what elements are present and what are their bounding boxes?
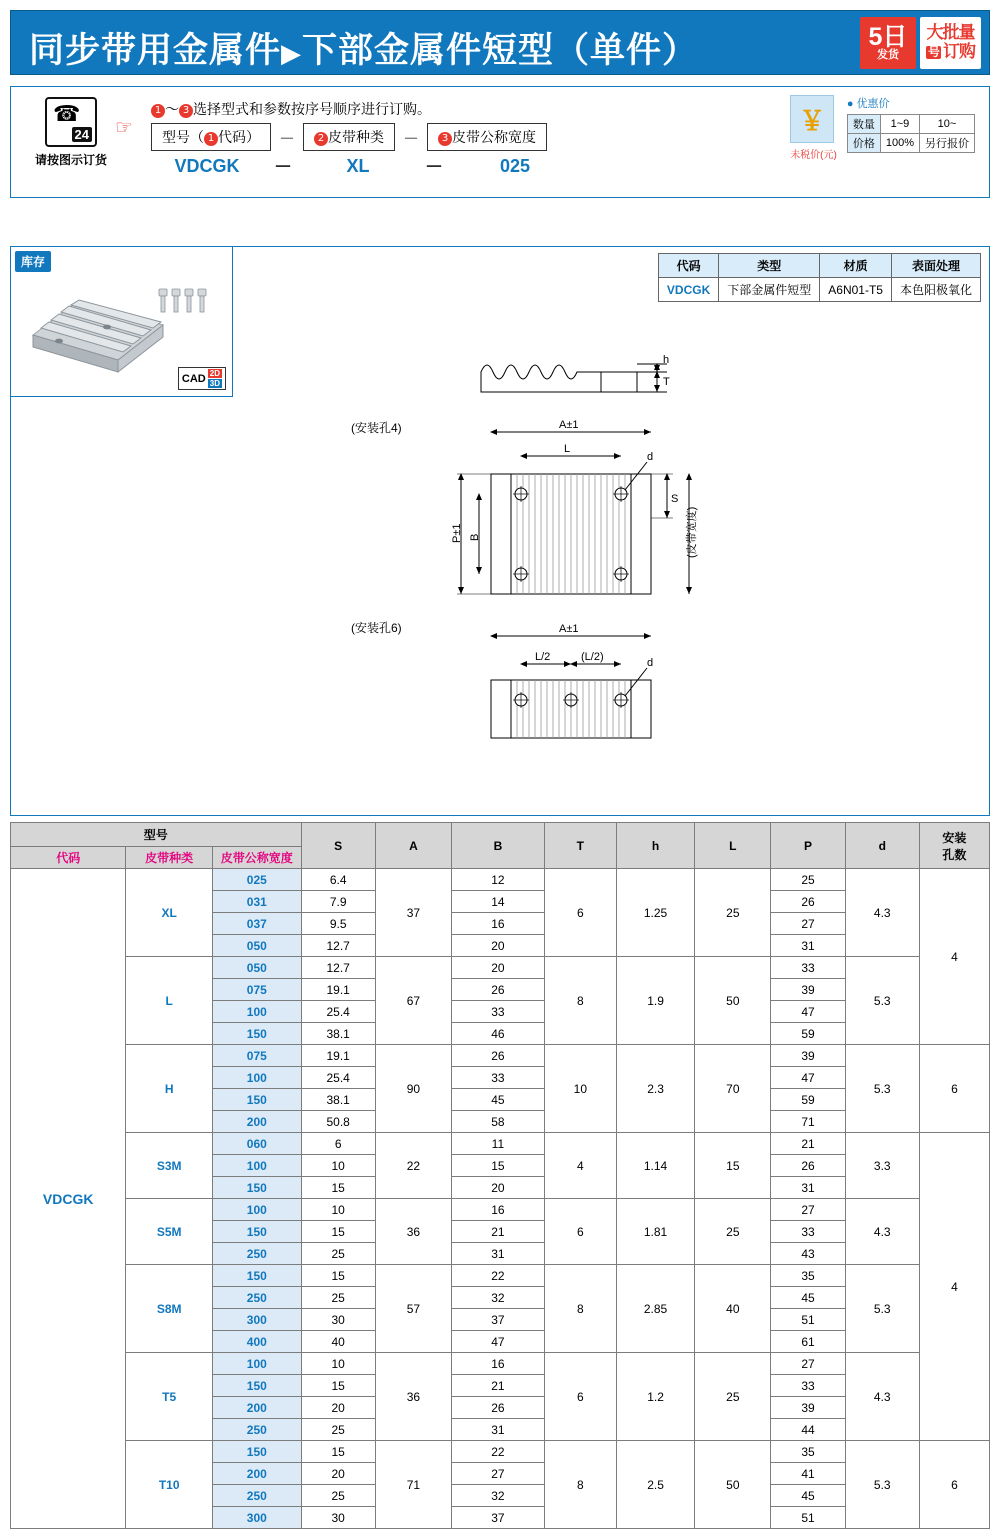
- phone-order-block: [25, 97, 117, 168]
- cad-3d-label: 3D: [209, 379, 220, 388]
- cell-B: 45: [452, 1089, 545, 1111]
- cell-P: 26: [771, 1155, 845, 1177]
- spec-header-material: 材质: [820, 254, 892, 278]
- cell-S: 19.1: [301, 979, 375, 1001]
- cell-P: 59: [771, 1089, 845, 1111]
- title-sub: 下部金属件短型（单件）: [302, 31, 699, 71]
- cell-belt-width: 250: [212, 1243, 301, 1265]
- price-block: [790, 95, 975, 161]
- cell-B: 37: [452, 1507, 545, 1529]
- cell-belt-width: 150: [212, 1089, 301, 1111]
- cell-S: 25.4: [301, 1067, 375, 1089]
- spec-header-type: 类型: [719, 254, 820, 278]
- cell-code: VDCGK: [11, 869, 126, 1529]
- cell-P: 39: [771, 1397, 845, 1419]
- phone-icon: [45, 97, 97, 147]
- cell-P: 45: [771, 1287, 845, 1309]
- cell-belt-width: 075: [212, 979, 301, 1001]
- tax-note: 未税价(元): [790, 150, 837, 161]
- page-title: [29, 23, 698, 73]
- cell-P: 31: [771, 935, 845, 957]
- stock-badge: 库存: [15, 251, 51, 272]
- header-A: A: [375, 823, 451, 869]
- cell-S: 25: [301, 1419, 375, 1441]
- cell-belt-width: 200: [212, 1463, 301, 1485]
- cell-B: 16: [452, 913, 545, 935]
- cell-belt-type: S8M: [126, 1265, 213, 1353]
- yen-wrap: [790, 95, 837, 161]
- order-box-belt-width-text: 皮带公称宽度: [452, 129, 537, 145]
- order-panel: [10, 86, 990, 198]
- cell-B: 46: [452, 1023, 545, 1045]
- yen-icon: ￥: [790, 95, 834, 143]
- cell-belt-width: 300: [212, 1507, 301, 1529]
- cell-A: 36: [375, 1353, 451, 1441]
- cell-P: 21: [771, 1133, 845, 1155]
- example-code-belt-type: XL: [346, 155, 370, 176]
- page-header: [10, 10, 990, 75]
- cell-B: 12: [452, 869, 545, 891]
- cell-P: 39: [771, 979, 845, 1001]
- cell-B: 22: [452, 1265, 545, 1287]
- price-row-qty: [847, 115, 974, 134]
- example-code-model: VDCGK: [174, 155, 240, 176]
- cell-B: 20: [452, 1177, 545, 1199]
- cell-belt-width: 031: [212, 891, 301, 913]
- cell-P: 33: [771, 957, 845, 979]
- table-row: [11, 1353, 990, 1375]
- shipping-badge: [860, 17, 916, 69]
- cell-B: 47: [452, 1331, 545, 1353]
- svg-text:h: h: [663, 354, 670, 366]
- header-L: L: [695, 823, 771, 869]
- svg-text:(安装孔4): (安装孔4): [351, 421, 402, 435]
- cell-S: 6.4: [301, 869, 375, 891]
- header-d: d: [845, 823, 919, 869]
- svg-text:A±1: A±1: [559, 419, 579, 431]
- price-price-c1: 100%: [880, 134, 919, 153]
- shipping-days: 5日: [868, 23, 908, 52]
- cell-B: 20: [452, 935, 545, 957]
- table-row: [11, 1045, 990, 1067]
- bulk-mini: 号: [927, 44, 939, 59]
- cell-B: 21: [452, 1221, 545, 1243]
- price-row-price: [847, 134, 974, 153]
- cell-belt-width: 250: [212, 1287, 301, 1309]
- table-header-row-1: [11, 823, 990, 847]
- cell-S: 40: [301, 1331, 375, 1353]
- cell-A: 22: [375, 1133, 451, 1199]
- cell-P: 41: [771, 1463, 845, 1485]
- cell-S: 15: [301, 1265, 375, 1287]
- cell-L: 50: [695, 957, 771, 1045]
- order-box-belt-width-num: 3: [438, 132, 452, 146]
- cell-B: 14: [452, 891, 545, 913]
- note-tilde: ～: [165, 101, 179, 117]
- order-instruction: [151, 99, 431, 119]
- figure-area: [10, 246, 990, 816]
- cell-S: 7.9: [301, 891, 375, 913]
- price-qty-c2: 10~: [920, 115, 975, 134]
- cell-T: 8: [544, 957, 616, 1045]
- cell-S: 10: [301, 1353, 375, 1375]
- table-row: [11, 1441, 990, 1463]
- cell-B: 37: [452, 1309, 545, 1331]
- cell-P: 51: [771, 1309, 845, 1331]
- svg-text:S: S: [671, 493, 679, 505]
- cell-S: 30: [301, 1309, 375, 1331]
- order-dash-1: －: [279, 130, 296, 148]
- cell-S: 15: [301, 1441, 375, 1463]
- cell-B: 32: [452, 1287, 545, 1309]
- cell-L: 15: [695, 1133, 771, 1199]
- cell-belt-width: 150: [212, 1375, 301, 1397]
- technical-drawing: [261, 352, 961, 772]
- cell-S: 25.4: [301, 1001, 375, 1023]
- cell-P: 27: [771, 1199, 845, 1221]
- cell-A: 90: [375, 1045, 451, 1133]
- spec-header-finish: 表面处理: [891, 254, 980, 278]
- table-row: [11, 1199, 990, 1221]
- order-box-belt-type: [303, 123, 395, 151]
- telephone-glyph: ☎: [53, 101, 81, 126]
- cell-B: 21: [452, 1375, 545, 1397]
- cell-B: 26: [452, 1045, 545, 1067]
- cell-h: 1.14: [616, 1133, 694, 1199]
- cell-L: 25: [695, 869, 771, 957]
- cell-d: 5.3: [845, 1441, 919, 1529]
- cell-d: 4.3: [845, 1199, 919, 1265]
- cell-d: 5.3: [845, 957, 919, 1045]
- cell-S: 12.7: [301, 957, 375, 979]
- cell-B: 26: [452, 979, 545, 1001]
- spec-finish: 本色阳极氧化: [891, 278, 980, 302]
- example-dash-2: －: [425, 157, 443, 177]
- cell-P: 61: [771, 1331, 845, 1353]
- cell-P: 43: [771, 1243, 845, 1265]
- cell-B: 31: [452, 1419, 545, 1441]
- cell-T: 8: [544, 1441, 616, 1529]
- cell-belt-width: 200: [212, 1397, 301, 1419]
- phone-caption: 请按图示订货: [34, 153, 107, 167]
- cell-B: 20: [452, 957, 545, 979]
- svg-text:(皮带宽度): (皮带宽度): [686, 506, 698, 558]
- cell-B: 15: [452, 1155, 545, 1177]
- cell-P: 33: [771, 1221, 845, 1243]
- cell-P: 31: [771, 1177, 845, 1199]
- title-arrow-icon: ▶: [281, 39, 303, 69]
- cell-belt-type: L: [126, 957, 213, 1045]
- cell-holes: 4: [919, 869, 989, 1045]
- spec-table: [658, 253, 981, 302]
- cell-belt-width: 250: [212, 1419, 301, 1441]
- cell-d: 5.3: [845, 1265, 919, 1353]
- order-instruction-text: 选择型式和参数按序号顺序进行订购。: [193, 101, 431, 117]
- cell-d: 5.3: [845, 1045, 919, 1133]
- cell-L: 70: [695, 1045, 771, 1133]
- table-row: [11, 869, 990, 891]
- cell-d: 4.3: [845, 1353, 919, 1441]
- cell-belt-type: T10: [126, 1441, 213, 1529]
- shipping-label: 发货: [876, 49, 899, 62]
- order-box-belt-width: [427, 123, 547, 151]
- svg-text:(L/2): (L/2): [581, 651, 604, 663]
- svg-text:T: T: [663, 376, 670, 388]
- cell-S: 50.8: [301, 1111, 375, 1133]
- spec-header-row: [658, 254, 980, 278]
- cell-h: 2.5: [616, 1441, 694, 1529]
- cell-S: 38.1: [301, 1023, 375, 1045]
- cell-belt-width: 400: [212, 1331, 301, 1353]
- spec-type: 下部金属件短型: [719, 278, 820, 302]
- svg-text:P±1: P±1: [451, 523, 463, 543]
- cell-P: 35: [771, 1441, 845, 1463]
- header-belt-width: 皮带公称宽度: [212, 847, 301, 869]
- cell-T: 6: [544, 1353, 616, 1441]
- cell-B: 11: [452, 1133, 545, 1155]
- order-box-model: [151, 123, 271, 151]
- cell-belt-width: 150: [212, 1023, 301, 1045]
- cell-A: 67: [375, 957, 451, 1045]
- cell-T: 6: [544, 869, 616, 957]
- cell-S: 9.5: [301, 913, 375, 935]
- price-table: [847, 114, 975, 153]
- example-dash-1: －: [274, 157, 292, 177]
- cell-L: 50: [695, 1441, 771, 1529]
- cell-belt-width: 050: [212, 957, 301, 979]
- pointing-hand-icon: ☞: [115, 117, 133, 139]
- cell-P: 47: [771, 1001, 845, 1023]
- cell-S: 15: [301, 1375, 375, 1397]
- order-box-model-post: 代码）: [218, 129, 260, 145]
- header-S: S: [301, 823, 375, 869]
- step-3-marker: 3: [179, 104, 193, 118]
- cell-A: 37: [375, 869, 451, 957]
- price-price-label: 价格: [847, 134, 880, 153]
- cell-belt-width: 060: [212, 1133, 301, 1155]
- cell-T: 10: [544, 1045, 616, 1133]
- cell-S: 30: [301, 1507, 375, 1529]
- order-box-model-pre: 型号（: [162, 129, 204, 145]
- cell-h: 1.2: [616, 1353, 694, 1441]
- cell-P: 39: [771, 1045, 845, 1067]
- cell-belt-width: 050: [212, 935, 301, 957]
- header-B: B: [452, 823, 545, 869]
- title-main: 同步带用金属件: [29, 31, 282, 71]
- dimension-table-body: [11, 869, 990, 1529]
- cad-label: CAD: [181, 372, 206, 385]
- cell-T: 4: [544, 1133, 616, 1199]
- price-price-c2: 另行报价: [920, 134, 975, 153]
- cell-belt-width: 100: [212, 1199, 301, 1221]
- cell-L: 25: [695, 1353, 771, 1441]
- table-row: [11, 1133, 990, 1155]
- cell-belt-type: XL: [126, 869, 213, 957]
- cell-d: 4.3: [845, 869, 919, 957]
- cell-T: 6: [544, 1199, 616, 1265]
- cell-holes: 6: [919, 1441, 989, 1529]
- cell-P: 71: [771, 1111, 845, 1133]
- cell-h: 1.9: [616, 957, 694, 1045]
- price-title: ● 优惠价: [846, 98, 890, 110]
- header-T: T: [544, 823, 616, 869]
- example-code-belt-width: 025: [499, 155, 531, 176]
- step-1-marker: 1: [151, 104, 165, 118]
- svg-text:L/2: L/2: [535, 651, 551, 663]
- cell-B: 58: [452, 1111, 545, 1133]
- header-h: h: [616, 823, 694, 869]
- cell-holes: 4: [919, 1133, 989, 1441]
- cell-P: 27: [771, 1353, 845, 1375]
- cell-S: 15: [301, 1221, 375, 1243]
- cell-S: 10: [301, 1199, 375, 1221]
- cell-B: 22: [452, 1441, 545, 1463]
- price-qty-c1: 1~9: [880, 115, 919, 134]
- cell-belt-width: 150: [212, 1265, 301, 1287]
- spec-material: A6N01-T5: [820, 278, 892, 302]
- cell-P: 44: [771, 1419, 845, 1441]
- svg-text:L: L: [564, 443, 571, 455]
- cell-belt-width: 150: [212, 1221, 301, 1243]
- cell-P: 26: [771, 891, 845, 913]
- cell-h: 2.3: [616, 1045, 694, 1133]
- cell-B: 33: [452, 1067, 545, 1089]
- cell-P: 35: [771, 1265, 845, 1287]
- order-box-model-num: 1: [204, 132, 218, 146]
- cell-A: 36: [375, 1199, 451, 1265]
- cell-d: 3.3: [845, 1133, 919, 1199]
- bulk-line2: 订购: [943, 42, 975, 61]
- cell-P: 45: [771, 1485, 845, 1507]
- cell-belt-width: 150: [212, 1177, 301, 1199]
- cell-P: 25: [771, 869, 845, 891]
- cell-B: 27: [452, 1463, 545, 1485]
- dimension-table-head: [11, 823, 990, 869]
- cell-belt-type: S5M: [126, 1199, 213, 1265]
- cell-B: 31: [452, 1243, 545, 1265]
- cell-P: 47: [771, 1067, 845, 1089]
- svg-text:A±1: A±1: [559, 623, 579, 635]
- spec-data-row: [658, 278, 980, 302]
- cell-belt-width: 037: [212, 913, 301, 935]
- cell-B: 32: [452, 1485, 545, 1507]
- product-photo: [11, 247, 233, 397]
- cell-S: 20: [301, 1463, 375, 1485]
- cell-S: 12.7: [301, 935, 375, 957]
- cell-h: 1.81: [616, 1199, 694, 1265]
- cell-P: 59: [771, 1023, 845, 1045]
- cell-S: 19.1: [301, 1045, 375, 1067]
- cell-belt-width: 250: [212, 1485, 301, 1507]
- dimension-table: [10, 822, 990, 1529]
- price-table-wrap: [847, 95, 975, 161]
- price-qty-label: 数量: [847, 115, 880, 134]
- cell-P: 51: [771, 1507, 845, 1529]
- cell-belt-type: H: [126, 1045, 213, 1133]
- cell-belt-width: 100: [212, 1353, 301, 1375]
- cell-h: 2.85: [616, 1265, 694, 1353]
- cell-P: 33: [771, 1375, 845, 1397]
- header-P: P: [771, 823, 845, 869]
- bulk-order-badge: [920, 17, 981, 69]
- cell-L: 25: [695, 1199, 771, 1265]
- price-title-text: 优惠价: [856, 98, 890, 110]
- cell-S: 25: [301, 1485, 375, 1507]
- cell-holes: 6: [919, 1045, 989, 1133]
- svg-text:(安装孔6): (安装孔6): [351, 621, 402, 635]
- header-code: 代码: [11, 847, 126, 869]
- cad-2d-label: 2D: [209, 369, 220, 378]
- cell-S: 10: [301, 1155, 375, 1177]
- cell-P: 27: [771, 913, 845, 935]
- header-holes: 安装 孔数: [919, 823, 989, 869]
- cell-belt-type: S3M: [126, 1133, 213, 1199]
- cell-belt-width: 025: [212, 869, 301, 891]
- cell-S: 38.1: [301, 1089, 375, 1111]
- hours-24-label: 24: [72, 127, 92, 142]
- cell-B: 26: [452, 1397, 545, 1419]
- cell-S: 6: [301, 1133, 375, 1155]
- order-format-row: [151, 123, 547, 151]
- order-dash-2: －: [403, 130, 420, 148]
- cell-S: 15: [301, 1177, 375, 1199]
- header-group-model: 型号: [11, 823, 302, 847]
- order-box-belt-type-num: 2: [314, 132, 328, 146]
- cell-B: 33: [452, 1001, 545, 1023]
- cell-A: 71: [375, 1441, 451, 1529]
- header-belt-type: 皮带种类: [126, 847, 213, 869]
- cell-belt-width: 075: [212, 1045, 301, 1067]
- cell-S: 25: [301, 1243, 375, 1265]
- cell-belt-width: 150: [212, 1441, 301, 1463]
- table-row: [11, 1265, 990, 1287]
- cell-belt-width: 100: [212, 1155, 301, 1177]
- table-row: [11, 957, 990, 979]
- cad-badge[interactable]: [178, 367, 226, 390]
- cell-L: 40: [695, 1265, 771, 1353]
- cell-B: 16: [452, 1199, 545, 1221]
- cell-belt-width: 200: [212, 1111, 301, 1133]
- cell-belt-type: T5: [126, 1353, 213, 1441]
- header-badges: [860, 17, 981, 69]
- cell-h: 1.25: [616, 869, 694, 957]
- cell-A: 57: [375, 1265, 451, 1353]
- svg-text:B: B: [469, 533, 481, 541]
- cell-belt-width: 300: [212, 1309, 301, 1331]
- cell-T: 8: [544, 1265, 616, 1353]
- order-example-row: [151, 153, 575, 179]
- cell-belt-width: 100: [212, 1001, 301, 1023]
- cell-belt-width: 100: [212, 1067, 301, 1089]
- bulk-line1: 大批量: [926, 23, 975, 43]
- svg-text:d: d: [647, 657, 654, 669]
- spec-code: VDCGK: [658, 278, 718, 302]
- cell-S: 25: [301, 1287, 375, 1309]
- svg-text:d: d: [647, 451, 654, 463]
- cell-B: 16: [452, 1353, 545, 1375]
- cell-S: 20: [301, 1397, 375, 1419]
- order-box-belt-type-text: 皮带种类: [328, 129, 385, 145]
- spec-header-code: 代码: [658, 254, 718, 278]
